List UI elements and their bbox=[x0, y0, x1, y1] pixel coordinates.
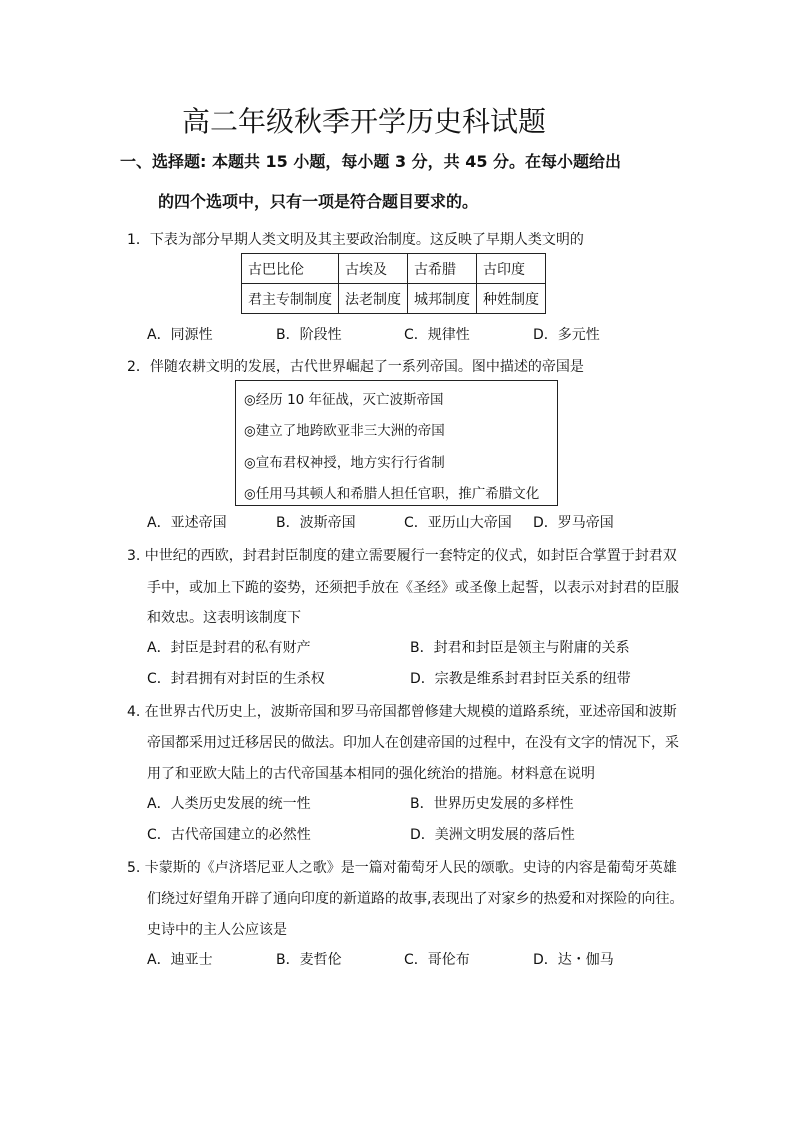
q2-box-line: ◎建立了地跨欧亚非三大洲的帝国 bbox=[244, 423, 445, 439]
q5-stem-line: 5. 卡蒙斯的《卢济塔尼亚人之歌》是一篇对葡萄牙人民的颂歌。史诗的内容是葡萄牙英雄 bbox=[127, 860, 677, 876]
q5-option-c: C．哥伦布 bbox=[404, 952, 470, 968]
q5-option-d: D．达・伽马 bbox=[533, 952, 614, 968]
section-heading-line2: 的四个选项中，只有一项是符合题目要求的。 bbox=[158, 192, 479, 211]
q2-option-a: A．亚述帝国 bbox=[147, 515, 227, 531]
q3-option-a: A．封臣是封君的私有财产 bbox=[147, 640, 311, 656]
table-cell: 法老制度 bbox=[339, 284, 408, 314]
q2-info-box bbox=[235, 380, 558, 506]
q1-stem: 1．下表为部分早期人类文明及其主要政治制度。这反映了早期人类文明的 bbox=[127, 232, 584, 248]
page-title: 高二年级秋季开学历史科试题 bbox=[182, 105, 547, 138]
q2-option-b: B．波斯帝国 bbox=[276, 515, 356, 531]
q3-stem-line: 3. 中世纪的西欧，封君封臣制度的建立需要履行一套特定的仪式，如封臣合掌置于封君双 bbox=[127, 548, 677, 564]
table-cell: 古印度 bbox=[477, 254, 546, 284]
q3-option-d: D．宗教是维系封君封臣关系的纽带 bbox=[410, 671, 631, 687]
table-row bbox=[242, 284, 546, 314]
q3-option-b: B．封君和封臣是领主与附庸的关系 bbox=[410, 640, 630, 656]
table-cell: 古希腊 bbox=[408, 254, 477, 284]
q2-box-line: ◎宣布君权神授，地方实行行省制 bbox=[244, 455, 445, 471]
q4-option-a: A．人类历史发展的统一性 bbox=[147, 796, 311, 812]
q3-option-c: C．封君拥有对封臣的生杀权 bbox=[147, 671, 325, 687]
q2-option-d: D．罗马帝国 bbox=[533, 515, 614, 531]
q1-option-b: B．阶段性 bbox=[276, 327, 342, 343]
q4-option-d: D．美洲文明发展的落后性 bbox=[410, 827, 575, 843]
q2-option-c: C．亚历山大帝国 bbox=[404, 515, 512, 531]
q4-stem-line: 用了和亚欧大陆上的古代帝国基本相同的强化统治的措施。材料意在说明 bbox=[147, 766, 595, 782]
q4-option-c: C．古代帝国建立的必然性 bbox=[147, 827, 311, 843]
q4-stem-line: 4. 在世界古代历史上，波斯帝国和罗马帝国都曾修建大规模的道路系统，亚述帝国和波斯 bbox=[127, 704, 677, 720]
q1-option-c: C．规律性 bbox=[404, 327, 470, 343]
table-cell: 城邦制度 bbox=[408, 284, 477, 314]
q4-stem-line: 帝国都采用过迁移居民的做法。印加人在创建帝国的过程中，在没有文字的情况下，采 bbox=[147, 735, 679, 751]
q3-stem-line: 手中，或加上下跪的姿势，还须把手放在《圣经》或圣像上起誓，以表示对封君的臣服 bbox=[147, 580, 679, 596]
q3-stem-line: 和效忠。这表明该制度下 bbox=[147, 610, 301, 626]
q4-option-b: B．世界历史发展的多样性 bbox=[410, 796, 574, 812]
table-cell: 种姓制度 bbox=[477, 284, 546, 314]
q5-stem-line: 史诗中的主人公应该是 bbox=[147, 922, 287, 938]
q2-box-line: ◎任用马其顿人和希腊人担任官职，推广希腊文化 bbox=[244, 486, 540, 502]
section-heading-line1: 一、选择题: 本题共 15 小题，每小题 3 分，共 45 分。在每小题给出 bbox=[120, 152, 622, 171]
q2-stem: 2．伴随农耕文明的发展，古代世界崛起了一系列帝国。图中描述的帝国是 bbox=[127, 359, 584, 375]
table-cell: 古巴比伦 bbox=[242, 254, 339, 284]
q1-table bbox=[241, 253, 546, 314]
table-row bbox=[242, 254, 546, 284]
q1-option-d: D．多元性 bbox=[533, 327, 600, 343]
q5-option-b: B．麦哲伦 bbox=[276, 952, 342, 968]
q5-option-a: A．迪亚士 bbox=[147, 952, 213, 968]
q1-option-a: A．同源性 bbox=[147, 327, 213, 343]
q2-box-line: ◎经历 10 年征战，灭亡波斯帝国 bbox=[244, 392, 444, 408]
q5-stem-line: 们绕过好望角开辟了通向印度的新道路的故事,表现出了对家乡的热爱和对探险的向往。 bbox=[147, 891, 684, 907]
table-cell: 古埃及 bbox=[339, 254, 408, 284]
table-cell: 君主专制制度 bbox=[242, 284, 339, 314]
